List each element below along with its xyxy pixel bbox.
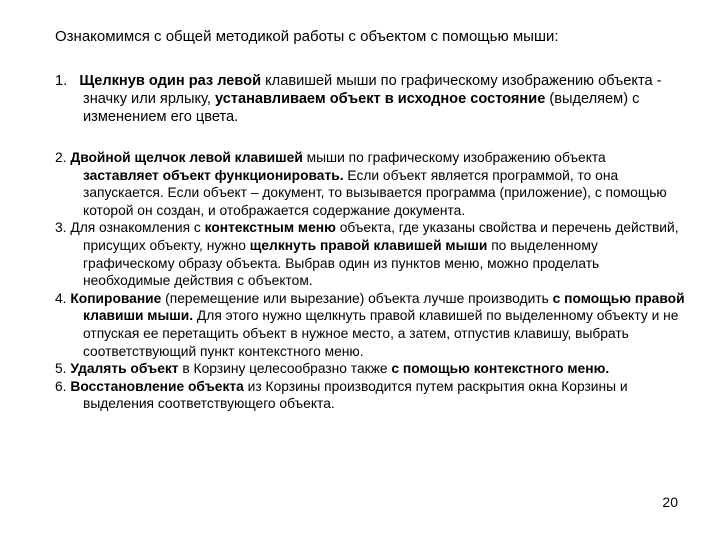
plain-text: (выделяем) с изменением его цвета. (83, 91, 640, 125)
list-item-number: 3. (55, 220, 67, 236)
bold-text: устанавливаем объект в исходное состояние (214, 91, 546, 107)
page-number: 20 (662, 494, 678, 510)
list-item (55, 149, 685, 219)
plain-text: по выделенному графическому образу объекта. Выбрав один из пунктов меню, можно проделать необходимые действия с объектом. (83, 237, 600, 289)
bold-text: Копирование (70, 290, 162, 306)
list-item (55, 72, 703, 126)
list-item (55, 360, 685, 378)
slide-heading: Ознакомимся с общей методикой работы с объектом с помощью мыши: (55, 28, 559, 45)
bold-text: Двойной щелчок левой клавишей (70, 150, 303, 165)
plain-text: Для этого нужно щелкнуть правой клавишей по выделенному объекту и не отпуская ее перетащить объект в нужное место, а затем, отпустив клавишу, выбрать соответствующий пункт контекстного меню. (83, 308, 679, 359)
plain-text: Для ознакомления с (70, 220, 205, 236)
bold-text: Восстановление объекта (70, 378, 244, 394)
bold-text: щелкнуть правой клавишей мыши (249, 237, 488, 253)
list-item (55, 290, 685, 360)
list-item-number: 1. (55, 73, 68, 89)
bold-text: с помощью контекстного меню. (391, 361, 610, 377)
plain-text: объекта, где указаны свойства и перечень действий, присущих объекту, нужно (83, 220, 679, 253)
plain-text: в Корзину целесообразно также (178, 361, 392, 377)
plain-text: (перемещение или вырезание) объекта лучше производить (161, 290, 553, 306)
instruction-list (55, 149, 685, 413)
list-item-number: 4. (55, 290, 67, 306)
bold-text: с помощью правой клавиши мыши. (83, 290, 685, 324)
bold-text: заставляет объект функционировать. (83, 167, 344, 183)
list-item-number: 6. (55, 378, 67, 394)
list-item-number: 5. (55, 361, 67, 377)
list-item (55, 219, 685, 289)
plain-text: клавишей мыши по графическому изображению объекта - значку или ярлыку, (83, 73, 662, 107)
bold-text: Удалять объект (70, 361, 179, 377)
bold-text: контекстным меню (204, 220, 336, 236)
plain-text: из Корзины производится путем раскрытия окна Корзины и выделения соответствующего объекта. (83, 378, 628, 412)
bold-text: Щелкнув один раз левой (79, 73, 262, 89)
plain-text: Если объект является программой, то она запускается. Если объект – документ, то вызывается программа (приложение), с помощью которой он создан, и отображается содержание документа. (83, 167, 667, 218)
list-item (55, 378, 685, 413)
plain-text: мыши по графическому изображению объекта (302, 150, 606, 165)
list-item-number: 2. (55, 150, 67, 165)
